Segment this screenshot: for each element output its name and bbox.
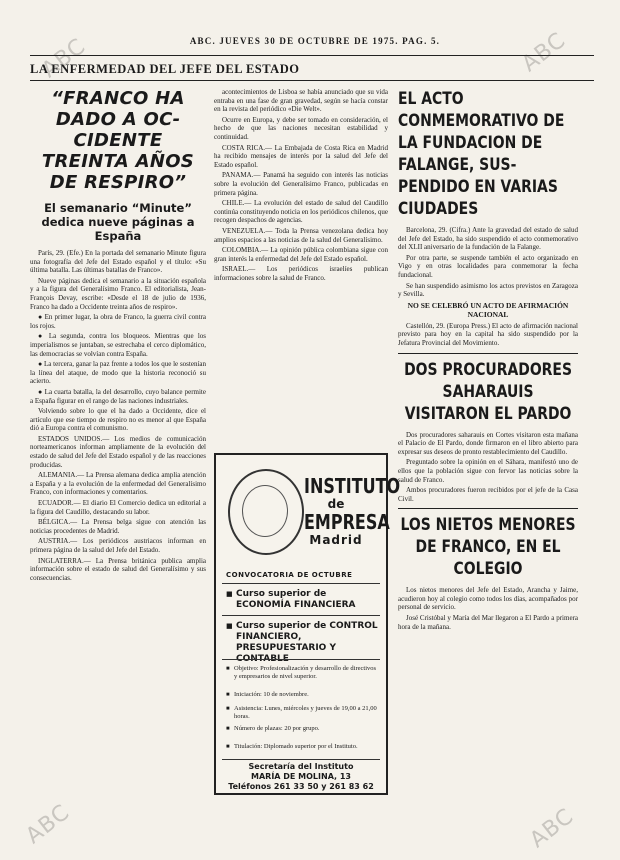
article-paragraph: ● En primer lugar, la obra de Franco, la guerra civil contra los rojos. xyxy=(30,313,206,330)
article-paragraph: AUSTRIA.— Los periódicos austriacos informan en primera página de la salud del Jefe del Estado. xyxy=(30,537,206,554)
article-paragraph: Barcelona, 29. (Cifra.) Ante la gravedad del estado de salud del Jefe del Estado, ha sido suspendido el acto conmemorativo del XLII aniversario de la fundación de la Falange. xyxy=(398,226,578,252)
ad-secretaria: Secretaría del Instituto xyxy=(248,762,354,771)
instituto-empresa-ad xyxy=(214,453,401,795)
right-column xyxy=(398,88,578,850)
ad-places: ■ Número de plazas: 20 por grupo. xyxy=(234,725,378,733)
ad-objectives: ■ Objetivo: Profesionalización y desarrollo de directivos y empresarios de nivel superior. xyxy=(234,665,378,681)
watermark-bottom-right: ABC xyxy=(525,803,579,854)
running-head: ABC. JUEVES 30 DE OCTUBRE DE 1975. PAG. 5. xyxy=(189,36,441,46)
left-column xyxy=(30,88,206,848)
ad-title-empresa: EMPRESA xyxy=(304,510,390,534)
watermark-top-right: ABC xyxy=(517,27,571,78)
franco-headline: “FRANCO HA DADO A OCCIDENTE TREINTA AÑOS DE RESPIRO” xyxy=(41,88,195,193)
section-rule xyxy=(30,80,594,81)
watermark-bottom-left: ABC xyxy=(21,799,75,850)
ad-course-economia: ■ Curso superior de ECONOMÍA FINANCIERA xyxy=(226,589,378,611)
article-paragraph: Volviendo sobre lo que el ha dado a Occidente, dice el artículo que ese tiempo de respiro no es menor al que España dió a Europa contra el comunismo. xyxy=(30,407,206,433)
falange-headline: EL ACTO CONMEMORATIVO DE LA FUNDACION DE FALANGE, SUSPENDIDO EN VARIAS CIUDADES xyxy=(398,89,565,219)
ad-title-de: de xyxy=(327,497,345,511)
middle-column xyxy=(214,88,388,446)
ad-phones: Teléfonos 261 33 50 y 261 83 62 xyxy=(228,782,374,791)
column-rule xyxy=(398,508,578,509)
ad-divider xyxy=(222,615,380,616)
article-paragraph: COLOMBIA.— La opinión pública colombiana sigue con gran interés la enfermedad del Jefe del Estado español. xyxy=(214,246,388,263)
article-paragraph: Nueve páginas dedica el semanario a la situación española y a la figura del Generalísimo Franco. El editorialista, Jean-François Devay, escribe: «Desde el 18 de julio de 1936, Franco ha dado a Occidente treinta años de respiro». xyxy=(30,276,206,311)
article-paragraph: José Cristóbal y María del Mar llegaron a El Pardo a primera hora de la mañana. xyxy=(398,614,578,631)
watermark-top-left: ABC xyxy=(37,33,91,84)
ad-course-control: ■ Curso superior de CONTROL FINANCIERO, PRESUPUESTARIO Y CONTABLE xyxy=(226,621,378,665)
article-paragraph: BÉLGICA.— La Prensa belga sigue con atención las noticias procedentes de Madrid. xyxy=(30,518,206,535)
ad-divider xyxy=(222,583,380,584)
article-paragraph: PANAMA.— Panamá ha seguido con interés las noticias sobre la evolución del Generalísimo Franco, publicadas en primera página. xyxy=(214,171,388,197)
article-paragraph: VENEZUELA.— Toda la Prensa venezolana dedica hoy amplios espacios a las noticias de la salud del Generalísimo. xyxy=(214,226,388,244)
ad-address: MARÍA DE MOLINA, 13 xyxy=(251,772,351,781)
article-paragraph: CHILE.— La evolución del estado de salud del Caudillo continúa constituyendo noticia en los periódicos chilenos, que recogen despachos de agencias. xyxy=(214,199,388,225)
article-paragraph: Castellón, 29. (Europa Press.) El acto de afirmación nacional previsto para hoy en la capital ha sido suspendido por la Jefatura Provincial del Movimiento. xyxy=(398,321,578,347)
ad-convocatoria: CONVOCATORIA DE OCTUBRE xyxy=(226,571,353,579)
ad-diploma: ■ Titulación: Diplomado superior por el Instituto. xyxy=(234,743,378,751)
column-rule xyxy=(398,353,578,354)
article-paragraph: COSTA RICA.— La Embajada de Costa Rica en Madrid ha recibido mensajes de interés por la salud del Jefe del Estado español. xyxy=(214,143,388,169)
article-paragraph: Por otra parte, se suspende también el acto organizado en Vigo y en otras localidades para conmemorar la fecha fundacional. xyxy=(398,253,578,279)
article-paragraph: ECUADOR.— El diario El Comercio dedica un editorial a la figura del Caudillo, destacando su labor. xyxy=(30,499,206,516)
article-paragraph: ● La cuarta batalla, la del desarrollo, cuyo balance permite a España figurar en el rango de las naciones industriales. xyxy=(30,387,206,405)
article-paragraph: ALEMANIA.— La Prensa alemana dedica amplia atención a España y a la evolución de la enfermedad del Generalísimo Franco, con informaciones y comentarios. xyxy=(30,471,206,497)
ad-title-city: Madrid xyxy=(309,533,363,547)
nietos-headline: LOS NIETOS MENORES DE FRANCO, EN EL COLEGIO xyxy=(400,515,576,580)
article-paragraph: Ambos procuradores fueron recibidos por el jefe de la Casa Civil. xyxy=(398,486,578,503)
ad-divider xyxy=(222,659,380,660)
article-paragraph: Dos procuradores saharauis en Cortes visitaron esta mañana el Palacio de El Pardo, donde firmaron en el libro abierto para expresar sus deseos de pronto restablecimiento del Caudillo. xyxy=(398,430,578,456)
minute-subhead: El semanario “Minute” dedica nueve páginas a España xyxy=(41,201,195,243)
article-paragraph: INGLATERRA.— La Prensa británica publica amplia información sobre el estado de salud del Generalísimo y sus consecuencias. xyxy=(30,556,206,582)
article-paragraph: Los nietos menores del Jefe del Estado, Arancha y Jaime, acudieron hoy al colegio como todos los días, acompañados por personal de servicio. xyxy=(398,586,578,612)
article-paragraph: acontecimientos de Lisboa se había anunciado que su vida entraba en una fase de gran gravedad, según se hacía constar en la revista del periódico «Die Welt». xyxy=(214,88,388,114)
ad-title xyxy=(296,474,401,547)
article-paragraph: ● La tercera, ganar la paz frente a todos los que le sostenían la línea del ataque, de modo que la historia reconoció su acierto. xyxy=(30,360,206,386)
ad-start: ■ Iniciación: 10 de noviembre. xyxy=(234,691,378,699)
article-paragraph: Se han suspendido asimismo los actos previstos en Zaragoza y Sevilla. xyxy=(398,281,578,299)
article-paragraph: Preguntado sobre la opinión en el Sáhara, manifestó uno de ellos que la población sigue con fervor las noticias sobre la salud de Franco. xyxy=(398,458,578,484)
article-paragraph: ISRAEL.— Los periódicos israelíes publican informaciones sobre la salud de Franco. xyxy=(214,265,388,282)
saharauis-headline: DOS PROCURADORES SAHARAUIS VISITARON EL PARDO xyxy=(404,359,572,424)
article-paragraph: Ocurre en Europa, y debe ser tomado en consideración, el hecho de que las naciones necesitan estabilidad y continuidad. xyxy=(214,115,388,141)
article-paragraph: París, 29. (Efe.) En la portada del semanario Minute figura una fotografía del Jefe del Estado español y el título: «Su última batalla. Las últimas batallas de Franco». xyxy=(30,249,206,275)
institute-seal-icon xyxy=(228,469,304,555)
ad-schedule: ■ Asistencia: Lunes, miércoles y jueves de 19,00 a 21,00 horas. xyxy=(234,705,378,721)
afirmacion-notice: NO SE CELEBRÓ UN ACTO DE AFIRMACIÓN NACIONAL xyxy=(407,300,569,319)
article-paragraph: ● La segunda, contra los bloqueos. Mientras que los imperialismos se juntaban, se estrechaba el cerco diplomático, las democracias se volvían contra España. xyxy=(30,332,206,358)
ad-title-instituto: INSTITUTO xyxy=(304,474,401,498)
article-paragraph: ESTADOS UNIDOS.— Los medios de comunicación norteamericanos informan ampliamente de la evolución del estado de salud del Jefe del Estado español y de las reacciones producidas. xyxy=(30,434,206,469)
header-rule xyxy=(30,55,594,56)
ad-divider xyxy=(222,759,380,760)
section-title: LA ENFERMEDAD DEL JEFE DEL ESTADO xyxy=(30,62,300,76)
